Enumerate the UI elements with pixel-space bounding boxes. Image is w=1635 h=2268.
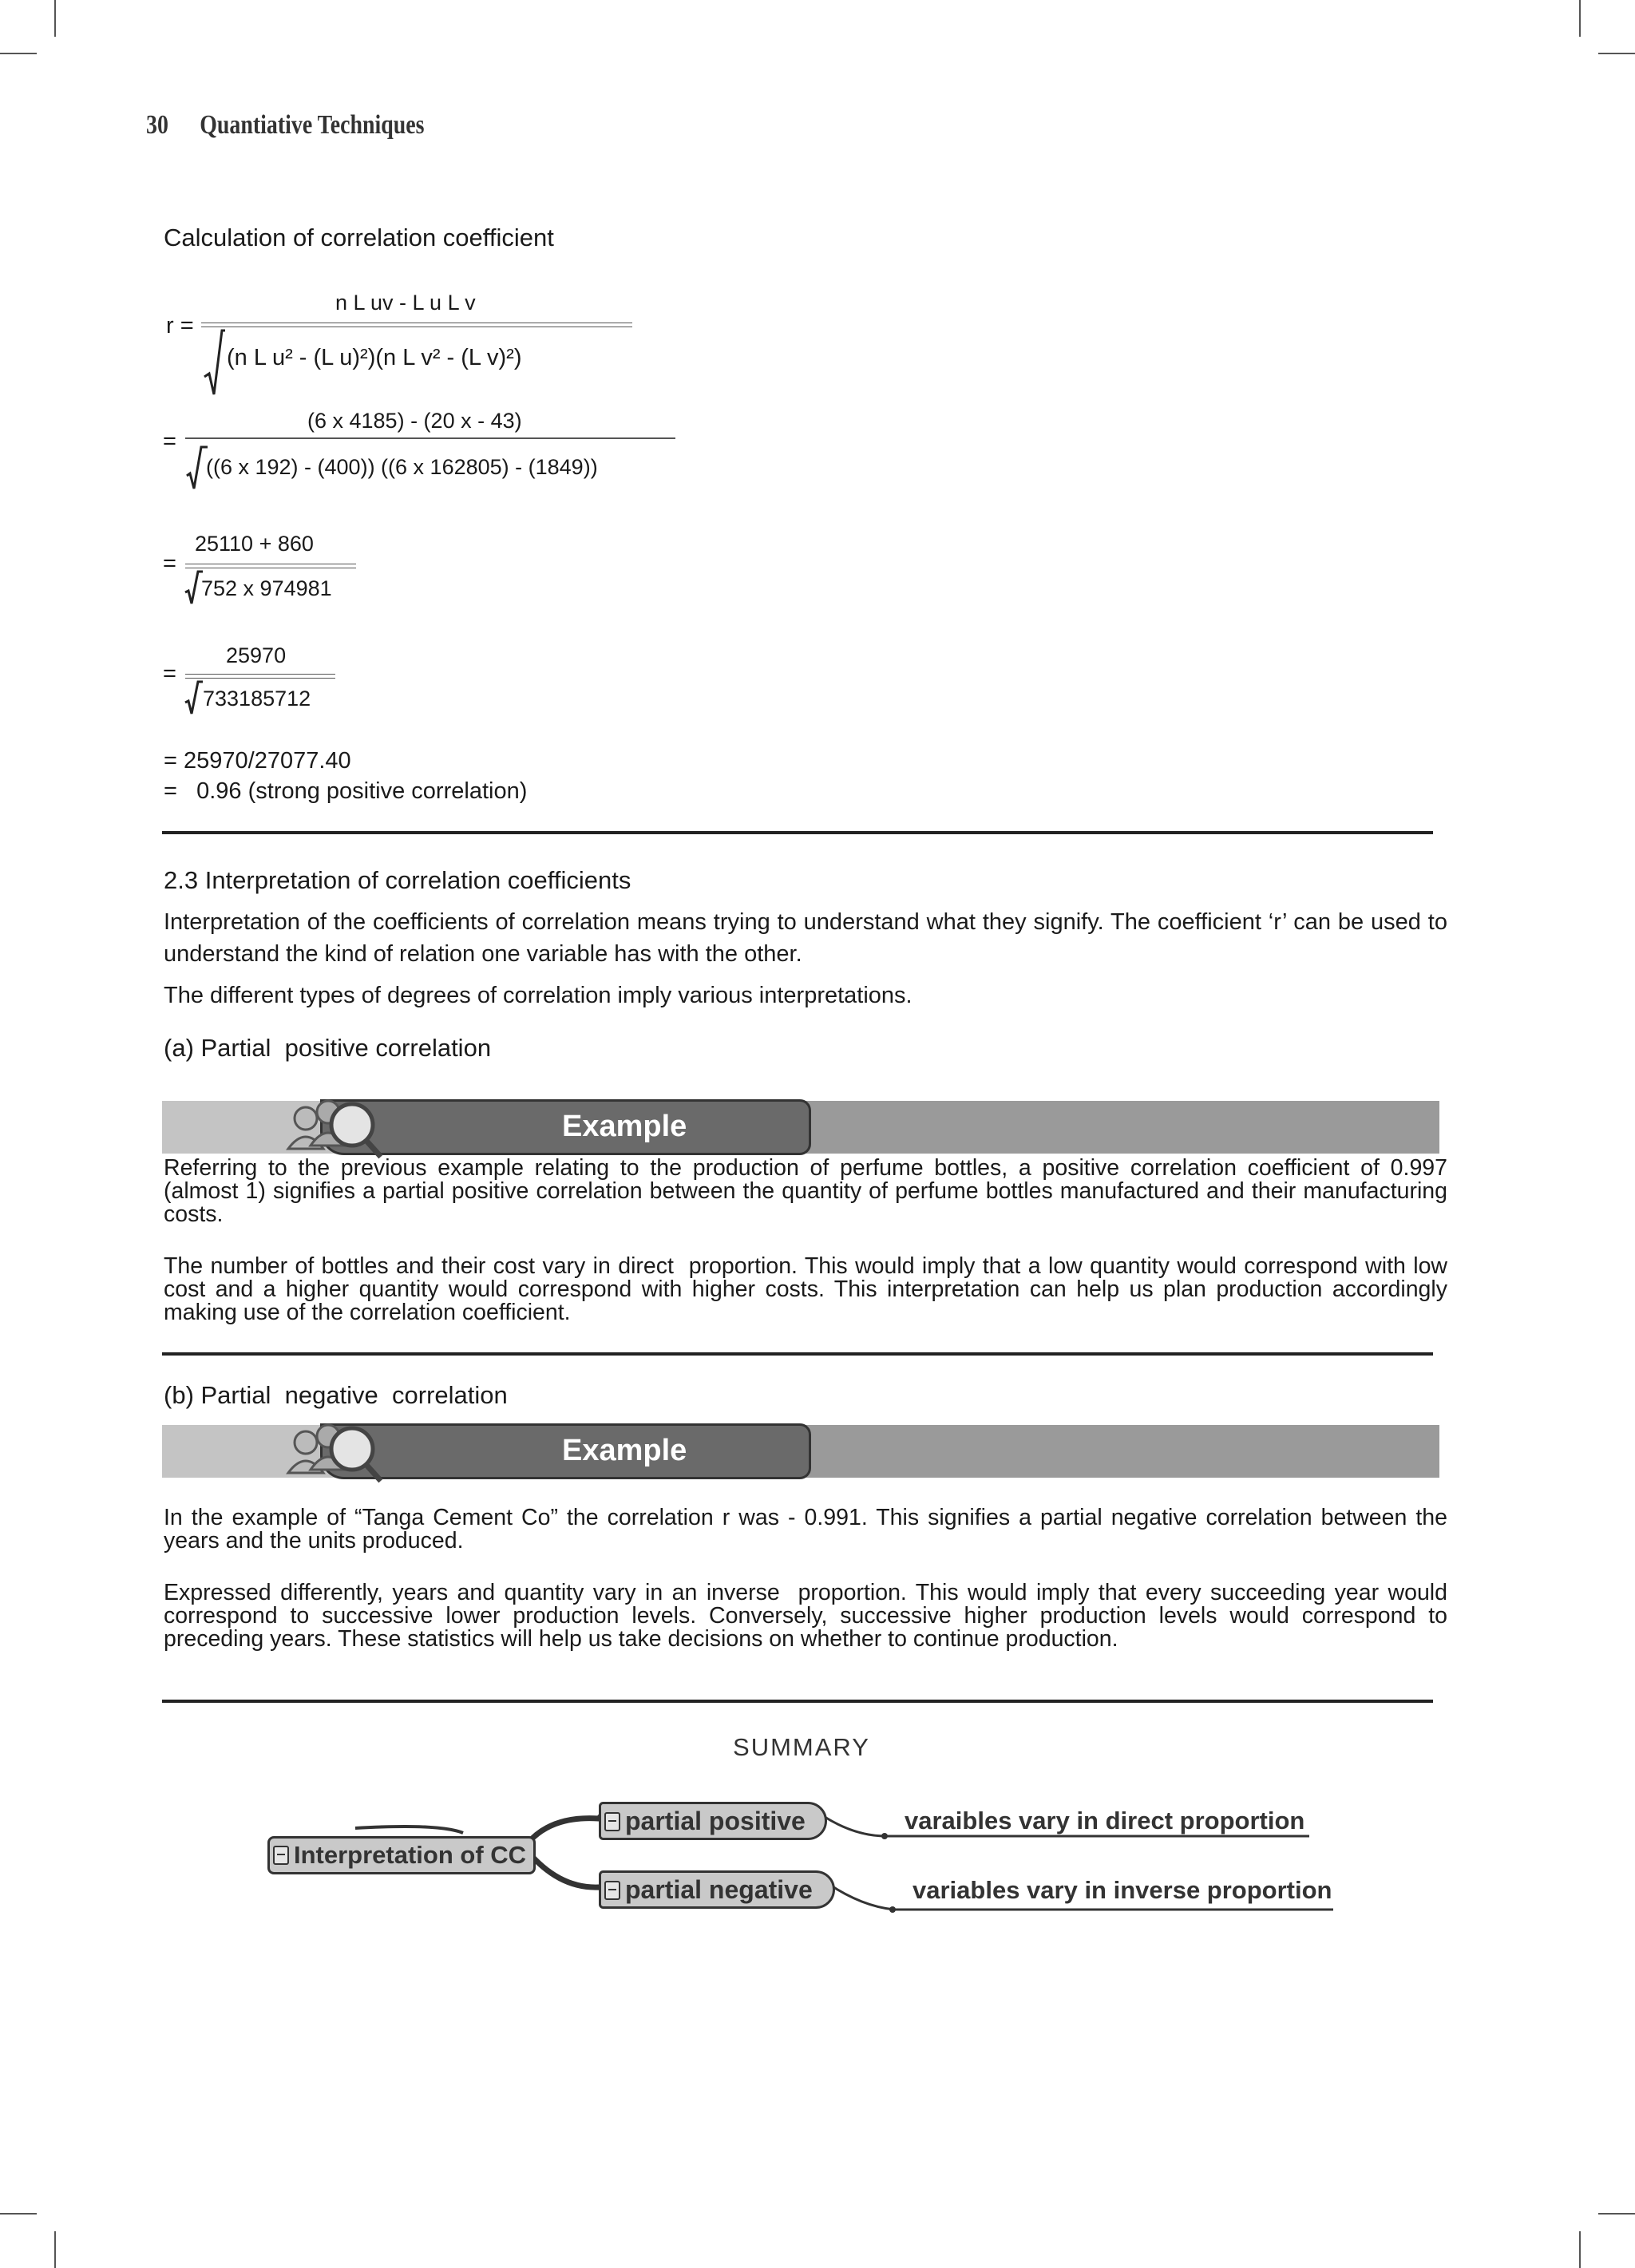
- calc-title: Calculation of correlation coefficient: [164, 224, 554, 251]
- leaf-positive-label: varaibles vary in direct proportion: [905, 1807, 1305, 1835]
- mindmap-branch-negative: [599, 1870, 835, 1909]
- formula1-denominator: (n L u² - (L u)²)(n L v² - (L v)²): [227, 345, 522, 370]
- branch-negative-label: partial negative: [625, 1875, 813, 1904]
- fraction-bar: [185, 437, 675, 439]
- crop-mark: [0, 2213, 37, 2215]
- people-magnifier-icon: [282, 1083, 402, 1163]
- section-heading: 2.3 Interpretation of correlation coefficients: [164, 866, 631, 894]
- leaf-negative-label: variables vary in inverse proportion: [913, 1876, 1332, 1904]
- section-divider: [162, 1352, 1433, 1356]
- running-header: [146, 110, 424, 141]
- people-magnifier-icon: [282, 1407, 402, 1487]
- example-b-paragraph-1: In the example of “Tanga Cement Co” the correlation r was - 0.991. This signifies a partial negative correlation between the years and the units produced.: [164, 1505, 1447, 1554]
- formula1-numerator: n L uv - L u L v: [335, 291, 476, 315]
- summary-title: SUMMARY: [733, 1733, 870, 1761]
- formula3-denominator: 752 x 974981: [201, 576, 332, 600]
- crop-mark: [0, 53, 37, 54]
- fraction-bar: [185, 564, 356, 568]
- page-number: 30: [146, 110, 168, 140]
- crop-mark: [1579, 0, 1581, 37]
- mindmap-branch-positive: [599, 1802, 827, 1840]
- formula3-numerator: 25110 + 860: [195, 532, 314, 556]
- crop-mark: [1598, 2213, 1635, 2215]
- collapse-icon: [604, 1881, 620, 1900]
- equals-sign: =: [163, 429, 176, 454]
- subheading-partial-positive: (a) Partial positive correlation: [164, 1034, 492, 1062]
- section-divider: [162, 831, 1433, 834]
- collapse-icon: [273, 1846, 289, 1865]
- sqrt-sign: [201, 327, 225, 399]
- formula4-denominator: 733185712: [203, 687, 311, 710]
- running-title: Quantiative Techniques: [200, 110, 425, 140]
- formula2-numerator: (6 x 4185) - (20 x - 43): [307, 409, 522, 433]
- crop-mark: [1579, 2231, 1581, 2268]
- example-a-paragraph-1: Referring to the previous example relating to the production of perfume bottles, a positive correlation coefficient of 0.997 (almost 1) signifies a partial positive correlation between the quantity of perfume bottles manufactured and their manufacturing costs.: [164, 1155, 1447, 1227]
- fraction-bar: [201, 323, 632, 327]
- mindmap-root-label: Interpretation of CC: [294, 1841, 527, 1869]
- branch-positive-label: partial positive: [625, 1807, 806, 1835]
- calc-line-5: = 25970/27077.40: [164, 748, 351, 774]
- section-paragraph-1: Interpretation of the coefficients of correlation means trying to understand what they signify. The coefficient ‘r’ can be used to understand the kind of relation one variable has with the other.: [164, 909, 1447, 967]
- mindmap-root: [267, 1836, 536, 1874]
- example-banner: [162, 1425, 1439, 1478]
- crop-mark: [54, 0, 56, 37]
- collapse-icon: [604, 1812, 620, 1831]
- example-b-paragraph-2: Expressed differently, years and quantity vary in an inverse proportion. This would imply that every succeeding year would correspond to successive lower production levels. Conversely, successive higher production levels would correspond to preceding years. These statistics will help us take decisions on whether to continue production.: [164, 1580, 1454, 1652]
- formula2-denominator: ((6 x 192) - (400)) ((6 x 162805) - (1849)): [206, 455, 598, 479]
- fraction-bar: [185, 674, 335, 679]
- example-banner: [162, 1101, 1439, 1154]
- r-label: r =: [166, 313, 194, 338]
- sqrt-sign: [184, 679, 204, 717]
- example-label: Example: [562, 1434, 687, 1467]
- equals-sign: =: [163, 551, 176, 576]
- section-paragraph-2: The different types of degrees of correlation imply various interpretations.: [164, 983, 913, 1008]
- equals-sign: =: [163, 661, 176, 687]
- formula4-numerator: 25970: [226, 643, 287, 667]
- crop-mark: [54, 2231, 56, 2268]
- crop-mark: [1598, 53, 1635, 54]
- subheading-partial-negative: (b) Partial negative correlation: [164, 1381, 508, 1409]
- section-divider: [162, 1700, 1433, 1703]
- calc-result: = 0.96 (strong positive correlation): [164, 778, 528, 804]
- example-a-paragraph-2: The number of bottles and their cost vary in direct proportion. This would imply that a low quantity would correspond with low cost and a higher quantity would correspond with higher costs. This interpretation can help us plan production accordingly making use of the correlation coefficient.: [164, 1253, 1454, 1325]
- example-label: Example: [562, 1110, 687, 1143]
